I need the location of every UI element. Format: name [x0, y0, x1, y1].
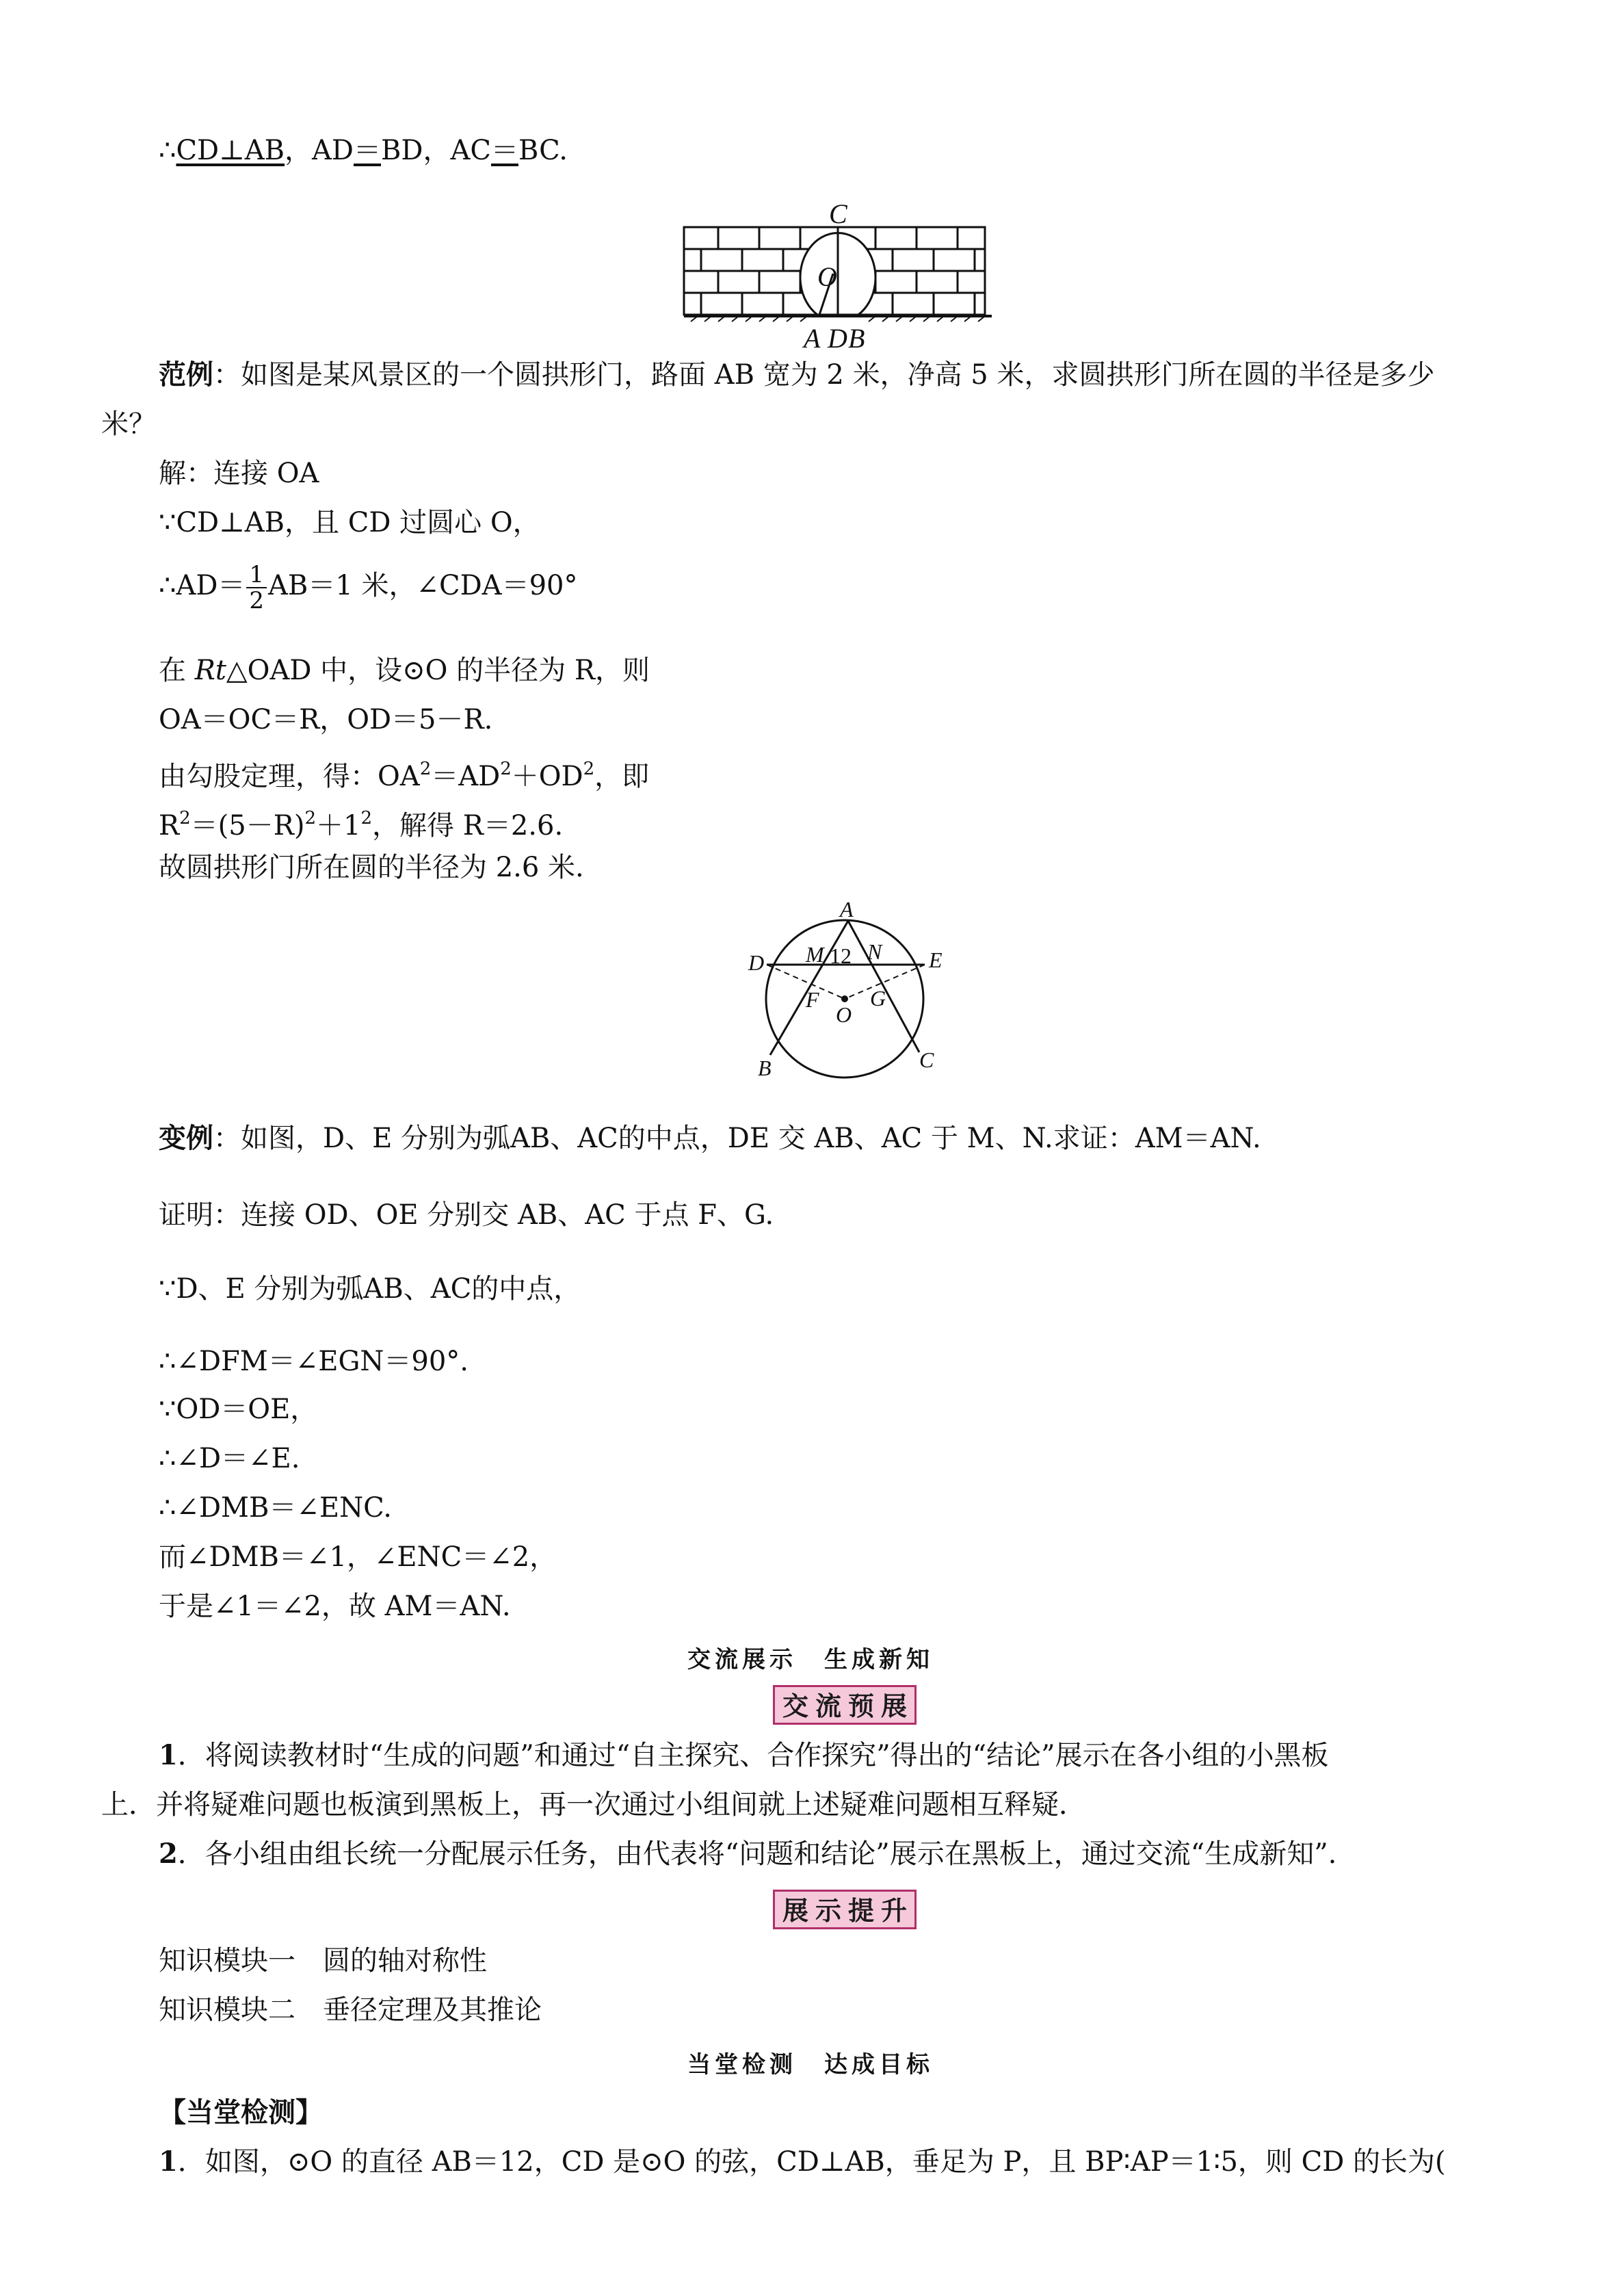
example-text-2: 米？ [101, 408, 156, 440]
section-title-check: 当堂检测 达成目标 [687, 2051, 934, 2078]
sup-a: 2 [419, 759, 432, 779]
sol7-b: ＝(5－R) [190, 810, 305, 842]
eq-underlined-1: ＝ [354, 135, 381, 166]
variant-line [159, 1122, 1261, 1155]
sol3-post: AB＝1 米，∠CDA＝90° [268, 570, 578, 601]
label-d: D [828, 323, 847, 352]
frac-num: 1 [246, 562, 267, 588]
item-1-number: 1 [159, 1739, 178, 1771]
label2-a: A [840, 897, 854, 922]
label2-o: O [836, 1002, 852, 1027]
item-2-number: 2 [159, 1838, 178, 1870]
frac-den: 2 [249, 587, 265, 614]
sup-f: 2 [360, 808, 372, 829]
sol3-pre: ∴AD＝ [159, 570, 246, 601]
label-c: C [829, 198, 847, 229]
proof-8: 于是∠1＝∠2，故 AM＝AN. [159, 1591, 511, 1622]
sol7-c: ＋1 [316, 810, 361, 842]
proof-6: ∴∠DMB＝∠ENC. [159, 1492, 392, 1524]
label2-n: N [867, 939, 882, 964]
label2-f: F [806, 987, 819, 1012]
sol6-a: 由勾股定理，得：OA [159, 761, 420, 792]
arch-door-figure [677, 198, 999, 352]
question-1-number: 1 [159, 2145, 178, 2178]
badge-exchange-preview: 交流预展 [773, 1685, 917, 1725]
sol6-c: ＋OD [511, 761, 583, 792]
label2-angles: 12 [830, 943, 852, 968]
solution-6 [159, 753, 649, 793]
variant-label: 变例 [159, 1122, 213, 1154]
variant-text: ：如图，D、E 分别为弧AB、AC的中点，DE 交 AB、AC 于 M、N.求证：AM＝AN. [213, 1123, 1261, 1154]
text-bc: BC. [518, 135, 568, 166]
proof-4: ∵OD＝OE， [159, 1394, 318, 1425]
fraction-one-half [246, 562, 267, 613]
solution-5: OA＝OC＝R，OD＝5－R. [159, 704, 493, 735]
sup-b: 2 [500, 759, 512, 779]
item-1-line-1 [159, 1739, 1329, 1772]
solution-4 [159, 654, 650, 687]
solution-3 [159, 562, 577, 613]
label-b: B [848, 323, 865, 352]
proof-7: 而∠DMB＝∠1，∠ENC＝∠2， [159, 1541, 557, 1573]
sol7-d: ，解得 R＝2.6. [372, 810, 564, 842]
therefore-line [159, 134, 568, 167]
sol7-a: R [159, 810, 180, 842]
cd-ab-underlined: CD⊥AB [176, 135, 285, 166]
question-1 [159, 2145, 1446, 2178]
sup-e: 2 [304, 808, 316, 829]
sol4-pre: 在 [159, 655, 195, 686]
label2-b: B [758, 1056, 772, 1080]
therefore-symbol: ∴ [159, 135, 176, 166]
sup-c: 2 [583, 759, 595, 779]
section-title-exchange: 交流展示 生成新知 [687, 1646, 934, 1673]
label2-c: C [919, 1047, 934, 1072]
module-2: 知识模块二 垂径定理及其推论 [159, 1994, 542, 2026]
sol6-d: ，即 [594, 761, 650, 792]
sol6-b: ＝AD [431, 761, 501, 792]
item-1-text-1: ．将阅读教材时“生成的问题”和通过“自主探究、合作探究”得出的“结论”展示在各小组的小黑板 [177, 1740, 1329, 1771]
label2-m: M [806, 942, 824, 967]
proof-5: ∴∠D＝∠E. [159, 1443, 300, 1474]
example-label: 范例 [159, 358, 213, 391]
item-1-line-2: 上．并将疑难问题也板演到黑板上，再一次通过小组间就上述疑难问题相互释疑． [101, 1789, 1086, 1821]
module-1: 知识模块一 圆的轴对称性 [159, 1945, 487, 1977]
sup-d: 2 [179, 808, 191, 829]
text-ad: ，AD [285, 135, 354, 166]
label2-g: G [870, 986, 886, 1010]
example-line-2 [101, 408, 156, 441]
item-2-line [159, 1838, 1336, 1870]
circle-star-figure [739, 896, 958, 1081]
sol4-rt: Rt [194, 655, 226, 686]
item-2-text: ．各小组由组长统一分配展示任务，由代表将“问题和结论”展示在黑板上，通过交流“生成新知”. [177, 1838, 1337, 1870]
proof-2: ∵D、E 分别为弧AB、AC的中点， [159, 1273, 581, 1305]
text-bd-ac: BD，AC [381, 135, 491, 166]
example-text-1: ：如图是某风景区的一个圆拱形门，路面 AB 宽为 2 米，净高 5 米，求圆拱形门所在圆的半径是多少 [213, 359, 1435, 391]
proof-3: ∴∠DFM＝∠EGN＝90°. [159, 1346, 469, 1377]
label2-d: D [748, 950, 765, 975]
label-a: A [804, 323, 821, 352]
example-line-1 [159, 358, 1434, 391]
badge-show-improve: 展示提升 [773, 1890, 917, 1929]
solution-7 [159, 802, 563, 842]
solution-2: ∵CD⊥AB，且 CD 过圆心 O， [159, 507, 540, 538]
solution-8: 故圆拱形门所在圆的半径为 2.6 米. [159, 852, 584, 883]
check-header: 【当堂检测】 [159, 2096, 323, 2128]
eq-underlined-2: ＝ [490, 135, 518, 166]
proof-1: 证明：连接 OD、OE 分别交 AB、AC 于点 F、G. [159, 1199, 774, 1231]
question-1-text: ．如图，⊙O 的直径 AB＝12，CD 是⊙O 的弦，CD⊥AB，垂足为 P，且 BP∶AP＝1∶5，则 CD 的长为( [177, 2146, 1446, 2178]
label-o: O [817, 261, 837, 292]
label2-e: E [929, 948, 943, 972]
solution-1: 解：连接 OA [159, 458, 319, 489]
sol4-post: △OAD 中，设⊙O 的半径为 R，则 [226, 655, 650, 686]
